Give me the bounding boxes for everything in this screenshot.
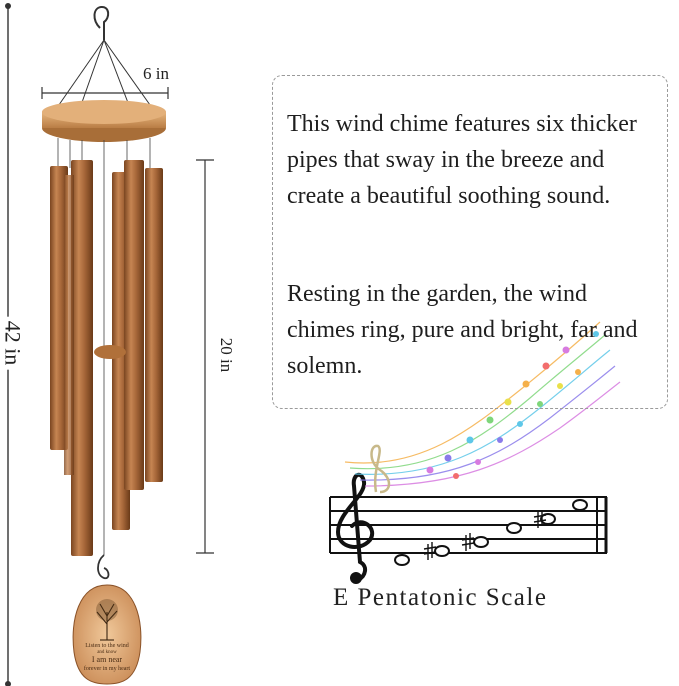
sail-line-1: Listen to the wind xyxy=(85,643,129,649)
treble-clef-icon xyxy=(338,475,372,580)
sail-line-4: forever in my heart xyxy=(83,666,131,672)
striker xyxy=(94,345,126,359)
pipe-length-dimension xyxy=(196,160,214,553)
total-length-label: 42 in xyxy=(0,317,25,370)
sail-line-3: I am near xyxy=(91,655,123,664)
description-paragraph-2: Resting in the garden, the wind chimes ring, pure and bright, far and solemn. xyxy=(287,281,638,379)
width-dimension xyxy=(42,87,168,99)
scale-notes xyxy=(395,500,587,565)
s-hook-icon xyxy=(94,7,108,40)
description-paragraph-1: This wind chime features six thicker pipes that sway in the breeze and create a beautiful soothing sound. xyxy=(287,111,637,209)
scale-label: E Pentatonic Scale xyxy=(333,584,548,611)
wooden-top xyxy=(42,100,166,142)
sail-line-2: and know xyxy=(97,650,117,655)
width-label: 6 in xyxy=(140,64,172,84)
pipe-length-label: 20 in xyxy=(216,335,236,375)
